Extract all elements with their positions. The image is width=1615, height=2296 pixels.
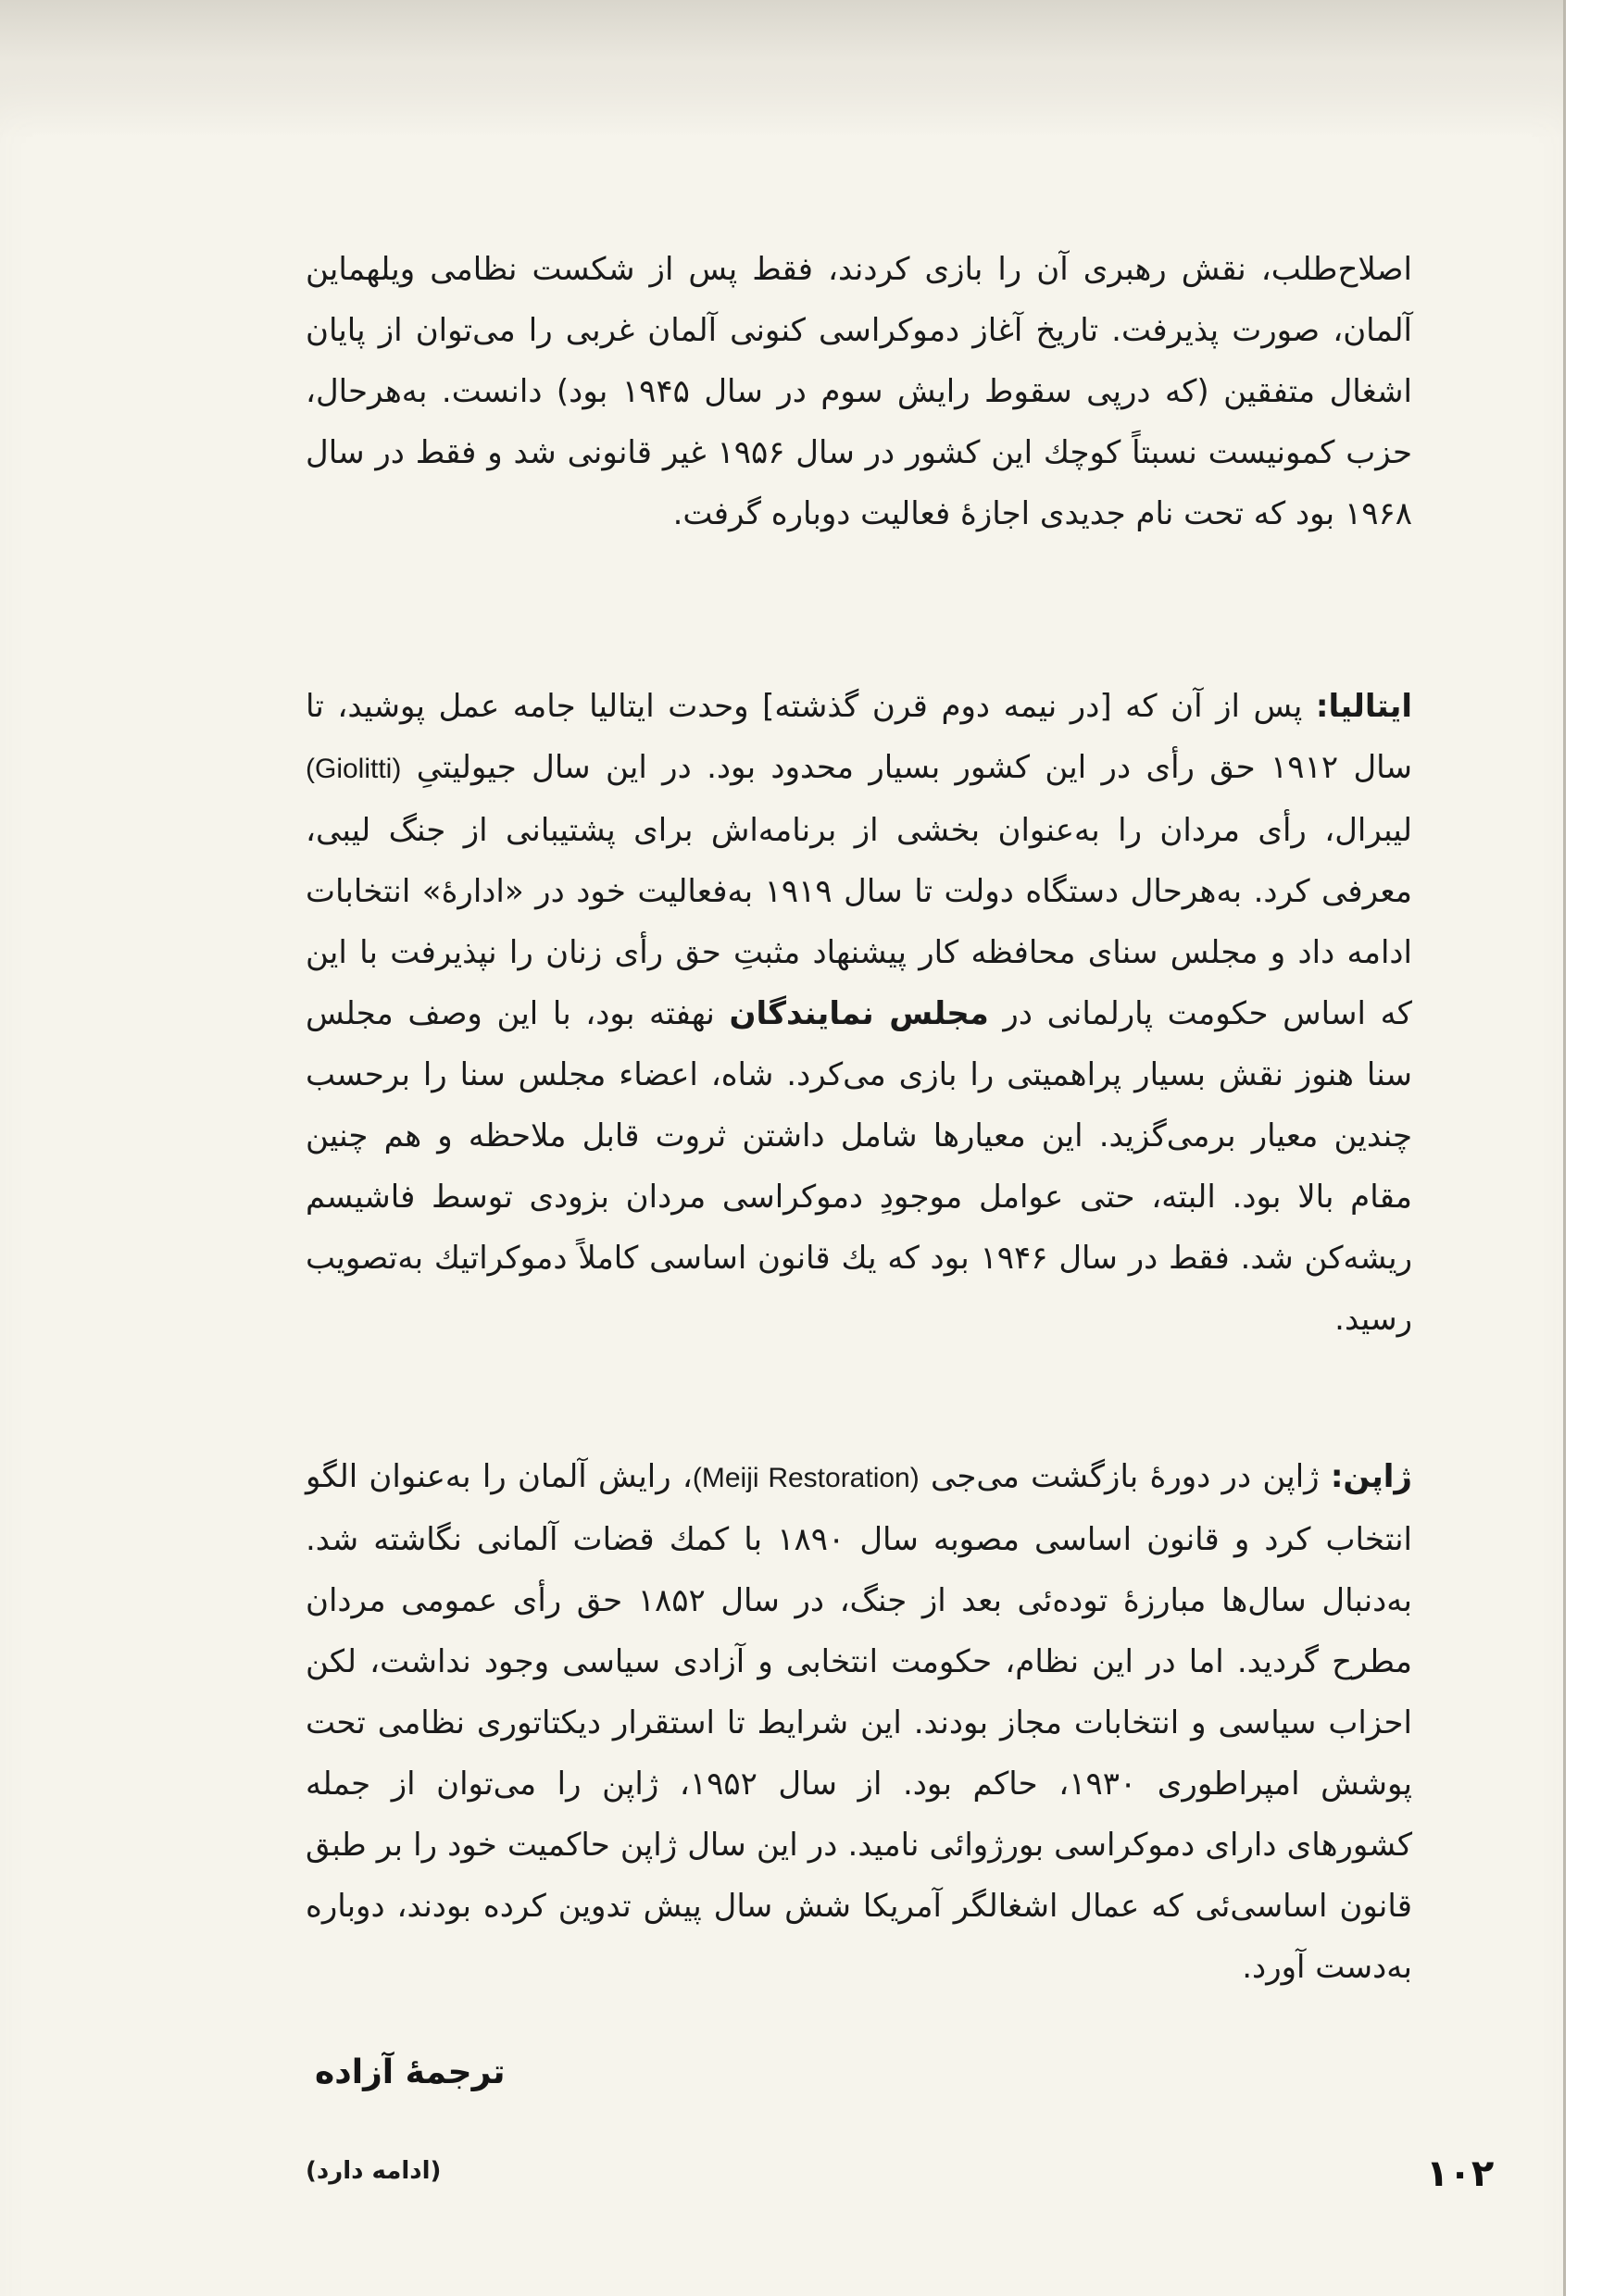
emphasized-term: مجلس نمایندگان bbox=[729, 995, 989, 1032]
paragraph-text: اصلاح‌طلب، نقش رهبری آن را بازی کردند، فقط پس از شکست نظامی ویلهماین آلمان، صورت پذیرفت. تاریخ آغاز دموکراسی کنونی آلمان غربی را می‌توان از پایان اشغال متفقین (که درپی سقوط رایش سوم در سال ۱۹۴۵ بود) دانست. به‌هرحال، حزب کمونیست نسبتاً کوچك این کشور در سال ۱۹۵۶ غیر قانونی شد و فقط در سال ۱۹۶۸ بود که تحت نام جدیدی اجازهٔ فعالیت دوباره گرفت. bbox=[306, 251, 1413, 532]
section-lead-italy: ایتالیا: bbox=[1315, 688, 1412, 725]
latin-term: (Giolitti) bbox=[306, 754, 402, 784]
page-number: ۱۰۲ bbox=[1426, 2152, 1495, 2195]
paragraph-text: نهفته بود، با این وصف مجلس سنا هنوز نقش بسیار پراهمیتی را بازی می‌کرد. شاه، اعضاء مجلس سنا را برحسب چندین معیار برمی‌گزید. این معیارها شامل داشتن ثروت قابل ملاحظه و هم چنین مقام بالا بود. البته، حتی عوامل موجودِ دموکراسی مردان بزودی توسط فاشیسم ریشه‌کن شد. فقط در سال ۱۹۴۶ بود که یك قانون اساسی کاملاً دموکراتیك به‌تصویب رسید. bbox=[306, 995, 1412, 1338]
paragraph-text: ، رایش آلمان را به‌عنوان الگو انتخاب کرد و قانون اساسی مصوبه سال ۱۸۹۰ با کمك قضات آلمانی نگاشته شد. به‌دنبال سال‌ها مبارزهٔ توده‌ئی بعد از جنگ، در سال ۱۸۵۲ حق رأی عمومی مردان مطرح گردید. اما در این نظام، حکومت انتخابی و آزادی سیاسی وجود نداشت، لکن احزاب سیاسی و انتخابات مجاز بودند. این شرایط تا استقرار دیکتاتوری نظامی تحت پوشش امپراطوری ۱۹۳۰، حاکم بود. از سال ۱۹۵۲، ژاپن را می‌توان از جمله کشورهای دارای دموکراسی بورژوائی نامید. در این سال ژاپن حاکمیت خود را بر طبق قانون اساسی‌ئی که عمال اشغالگر آمریکا شش سال پیش تدوین کرده بودند، دوباره به‌دست آورد. bbox=[306, 1458, 1412, 1986]
paragraph-text: لیبرال، رأی مردان را به‌عنوان بخشی از برنامه‌اش برای پشتیبانی از جنگ لیبی، معرفی کرد. به‌هرحال دستگاه دولت تا سال ۱۹۱۹ به‌فعالیت خود در «ادارهٔ» انتخابات ادامه داد و مجلس سنای محافظه کار پیشنهاد مثبتِ حق رأی زنان را نپذیرفت با این که اساس حکومت پارلمانی در bbox=[306, 812, 1412, 1032]
page-edge-line bbox=[1563, 0, 1566, 2296]
latin-term: (Meiji Restoration) bbox=[692, 1463, 920, 1493]
paragraph-text: پس از آن که [در نیمه دوم قرن گذشته] وحدت ایتالیا جامه عمل پوشید، تا سال ۱۹۱۲ حق رأی در این کشور بسیار محدود بود. در این سال جیولیتیِ bbox=[306, 688, 1413, 786]
page-margin bbox=[1565, 0, 1615, 2296]
paragraph-text: ژاپن در دورهٔ بازگشت می‌جی bbox=[919, 1458, 1331, 1495]
section-lead-japan: ژاپن: bbox=[1330, 1458, 1412, 1495]
continued-note: (ادامه دارد) bbox=[306, 2157, 442, 2185]
paragraph-japan bbox=[306, 1446, 1412, 1998]
paragraph-italy bbox=[306, 676, 1412, 1350]
scan-shadow bbox=[0, 0, 1565, 139]
translator-credit: ترجمهٔ آزاده bbox=[315, 2053, 506, 2091]
paragraph-germany bbox=[306, 239, 1412, 544]
